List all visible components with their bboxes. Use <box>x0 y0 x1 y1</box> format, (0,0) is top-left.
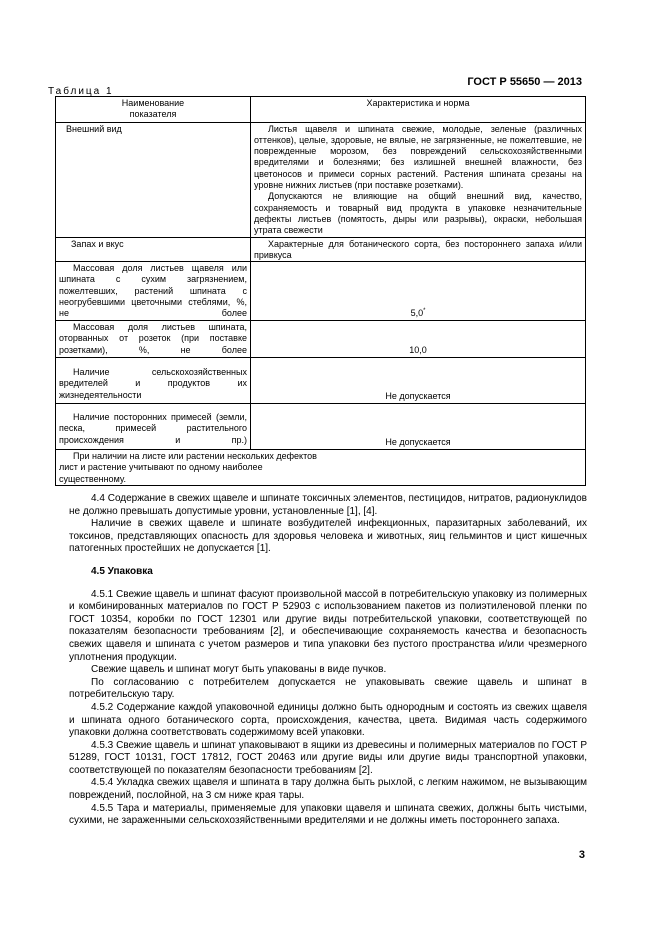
paragraph: 4.5.5 Тара и материалы, применяемые для упаковки щавеля и шпината свежих, должны быть чистыми, сухими, не зараженными сельскохозяйственными вредителями и не должны иметь постороннего запаха. <box>69 802 587 827</box>
row-name: Внешний вид <box>56 122 251 237</box>
footnote-mark: * <box>423 307 426 314</box>
row-value <box>251 321 586 358</box>
table-row <box>56 404 586 450</box>
table-row <box>56 321 586 358</box>
row-value <box>251 262 586 321</box>
row-value-para: Допускаются не влияющие на общий внешний вид, качество, сохраняемость и товарный вид продукта в упаковке незначительные дефекты листьев (помятость, дыры или разрывы), окраски, небольшая утрата свежести <box>254 191 582 236</box>
paragraph: 4.5.4 Укладка свежих щавеля и шпината в тару должна быть рыхлой, с легким нажимом, не вызывающим повреждений, послойной, на 3 см ниже края тары. <box>69 777 587 802</box>
table-row <box>56 237 586 262</box>
page-number: 3 <box>578 849 585 861</box>
row-value <box>251 358 586 404</box>
table-footnote: При наличии на листе или растении нескольких дефектов лист и растение учитывают по одному наиболее существенному. <box>56 450 586 486</box>
row-value <box>251 122 586 237</box>
characteristics-table <box>55 96 586 486</box>
paragraph: 4.5.1 Свежие щавель и шпинат фасуют произвольной массой в потребительскую упаковку из полимерных и комбинированных материалов по ГОСТ Р 52903 с использованием пакетов из полиэтиленовой пленки по ГОСТ 10354, коробки по ГОСТ 12301 или другие виды потребительской упаковки, соответствующей по показателям безопасности требованиям [2], и обеспечивающие сохраняемость качества и безопасность свежих щавеля и шпината с учетом размеров и типа упаковки без пустого пространства и/или чрезмерного уплотнения продукции. <box>69 588 587 663</box>
paragraph: 4.5.3 Свежие щавель и шпинат упаковывают в ящики из древесины и полимерных материалов по ГОСТ Р 51289, ГОСТ 10131, ГОСТ 17812, ГОСТ 20463 или другие виды или другие виды транспортной упаковки, соответствующей по показателям безопасности требованиям [2]. <box>69 739 587 776</box>
table-header-row <box>56 97 586 123</box>
table-footnote-row <box>56 450 586 486</box>
row-value-number: 10,0 <box>409 344 427 355</box>
row-name: Наличие посторонних примесей (земли, песка, примесей растительного происхождения и пр.) <box>56 404 251 450</box>
col-header-value: Характеристика и норма <box>251 97 586 123</box>
table-row <box>56 262 586 321</box>
row-value: Характерные для ботанического сорта, без постороннего запаха и/или привкуса <box>251 237 586 262</box>
standard-code: ГОСТ Р 55650 — 2013 <box>467 76 582 88</box>
row-name: Массовая доля листьев щавеля или шпината с сухим загрязнением, пожелтевших, растений шпината с неогрубевшими цветочными стеблями, %, не более <box>56 262 251 321</box>
row-value-text: Не допускается <box>385 390 451 401</box>
paragraph: 4.5.2 Содержание каждой упаковочной единицы должно быть однородным и состоять из свежих щавеля и шпината одного ботанического сорта, происхождения, качества, цвета. Видимая часть содержимого упаковки должна соответствовать содержимому всей упаковки. <box>69 701 587 739</box>
row-value-number: 5,0* <box>410 307 426 318</box>
body-text <box>69 493 587 828</box>
table-row <box>56 122 586 237</box>
row-name: Запах и вкус <box>56 237 251 262</box>
row-name: Массовая доля листьев шпината, оторванных от розеток (при поставке розетками), %, не более <box>56 321 251 358</box>
row-value-para: Листья щавеля и шпината свежие, молодые, зеленые (различных оттенков), целые, здоровые, не вялые, не загрязненные, не пожелтевшие, не поврежденные морозом, без повреждений сельскохозяйственными вредителями и болезнями; без излишней внешней влажности, без цветоносов и примеси сорных растений. Растения шпината срезаны на уровне нижних листьев (при поставке розетками). <box>254 123 582 191</box>
paragraph: 4.4 Содержание в свежих щавеле и шпинате токсичных элементов, пестицидов, нитратов, радионуклидов не должно превышать допустимые уровни, установленные [1], [4]. <box>69 493 587 517</box>
paragraph: По согласованию с потребителем допускается не упаковывать свежие щавель и шпинат в потребительскую тару. <box>69 676 587 701</box>
paragraph: Свежие щавель и шпинат могут быть упакованы в виде пучков. <box>91 664 387 676</box>
row-name: Наличие сельскохозяйственных вредителей и продуктов их жизнедеятельности <box>56 358 251 404</box>
section-heading: 4.5 Упаковка <box>91 565 153 577</box>
row-value <box>251 404 586 450</box>
row-value-text: Не допускается <box>385 436 451 447</box>
table-caption: Таблица 1 <box>48 86 114 97</box>
col-header-name: Наименование показателя <box>56 97 251 123</box>
paragraph: Наличие в свежих щавеле и шпинате возбудителей инфекционных, паразитарных заболеваний, их токсинов, представляющих опасность для здоровья человека и животных, яиц гельминтов и цист кишечных патогенных простейших не допускается [1]. <box>69 518 587 555</box>
table-row <box>56 358 586 404</box>
